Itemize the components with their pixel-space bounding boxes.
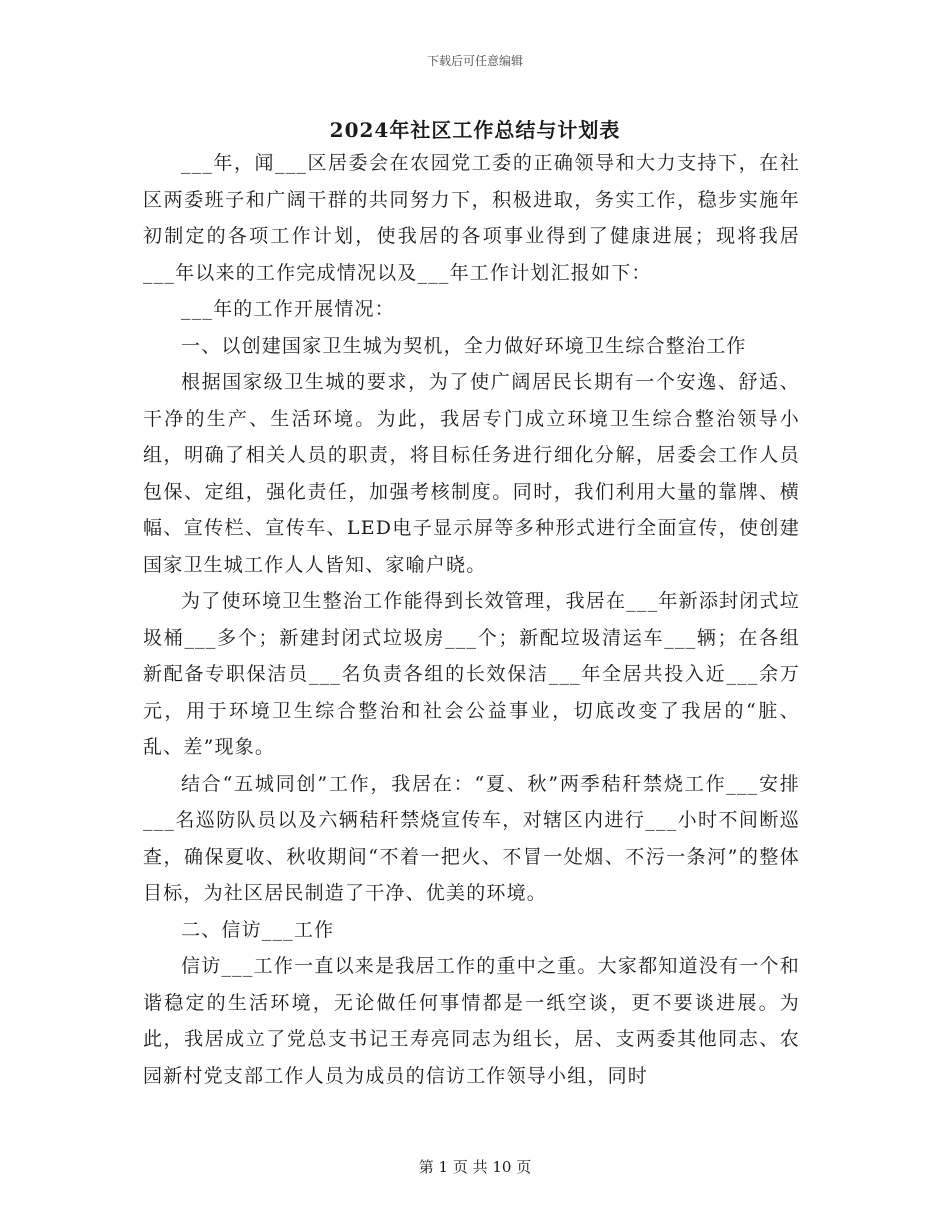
paragraph-work-status: ___年的工作开展情况： <box>181 298 395 320</box>
section-heading-2: 二、信访___工作 <box>181 918 335 941</box>
section-heading-1: 一、以创建国家卫生城为契机，全力做好环境卫生综合整治工作 <box>181 334 747 357</box>
paragraph-intro: ___年，闻___区居委会在农园党工委的正确领导和大力支持下，在社区两委班子和广阔干群的共同努力下，积极进取，务实工作，稳步实施年初制定的各项工作计划，使我居的各项事业得到了健康进展；现将我居___年以来的工作完成情况以及___年工作计划汇报如下： <box>143 152 800 284</box>
document-body <box>143 145 800 1094</box>
paragraph-long-term-management: 为了使环境卫生整治工作能得到长效管理，我居在___年新添封闭式垃圾桶___多个；新建封闭式垃圾房___个；新配垃圾清运车___辆；在各组新配备专职保洁员___名负责各组的长效保洁___年全居共投入近___余万元，用于环境卫生综合整治和社会公益事业，切底改变了我居的“脏、乱、差”现象。 <box>143 590 800 758</box>
page-number: 第 1 页 共 10 页 <box>418 1158 532 1176</box>
paragraph-five-cities: 结合“五城同创”工作，我居在：“夏、秋”两季秸秆禁烧工作___安排___名巡防队员以及六辆秸秆禁烧宣传车，对辖区内进行___小时不间断巡查，确保夏收、秋收期间“不着一把火、不冒一处烟、不污一条河”的整体目标，为社区居民制造了干净、优美的环境。 <box>143 772 800 904</box>
document-title: 2024年社区工作总结与计划表 <box>329 118 621 142</box>
paragraph-sanitation: 根据国家级卫生城的要求，为了使广阔居民长期有一个安逸、舒适、干净的生产、生活环境。为此，我居专门成立环境卫生综合整治领导小组，明确了相关人员的职责，将目标任务进行细化分解，居委会工作人员包保、定组，强化责任，加强考核制度。同时，我们利用大量的靠牌、横幅、宣传栏、宣传车、LED电子显示屏等多种形式进行全面宣传，使创建国家卫生城工作人人皆知、家喻户晓。 <box>143 371 800 576</box>
page-header-note: 下载后可任意编辑 <box>426 54 523 68</box>
paragraph-petition: 信访___工作一直以来是我居工作的重中之重。大家都知道没有一个和谐稳定的生活环境，无论做任何事情都是一纸空谈，更不要谈进展。为此，我居成立了党总支书记王寿亮同志为组长，居、支两委其他同志、农园新村党支部工作人员为成员的信访工作领导小组，同时 <box>143 955 800 1087</box>
